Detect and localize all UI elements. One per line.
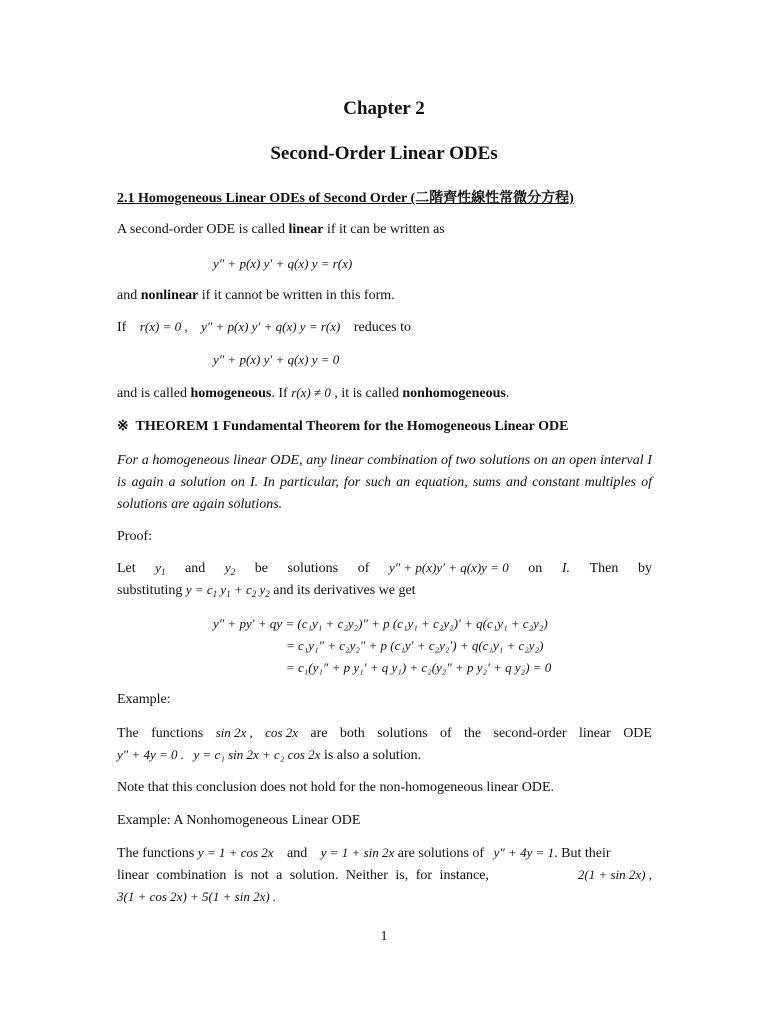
page-number: 1 <box>380 929 388 944</box>
proof-word: by <box>637 561 652 576</box>
term-nonlinear: nonlinear <box>140 288 199 303</box>
proof-interval: I. <box>561 561 571 576</box>
example2-end: . But their <box>554 846 611 861</box>
example1-word: functions <box>151 726 204 741</box>
para3-lead: If <box>117 320 127 335</box>
example1-word: the <box>464 726 482 741</box>
equation-general-linear: y″ + p(x) y′ + q(x) y = r(x) <box>213 256 353 271</box>
chapter-heading: Chapter 2 <box>343 98 425 119</box>
paragraph-homogeneous-condition <box>117 319 411 336</box>
condition-r-zero: r(x) = 0 , <box>139 319 188 334</box>
proof-line2-text: substituting <box>117 583 183 598</box>
example1-word: are <box>310 726 328 741</box>
proof-line2-end: and its derivatives we get <box>273 583 416 598</box>
example2-line-1 <box>117 845 611 862</box>
para3-text-end: reduces to <box>353 320 411 335</box>
general-solution: y = c₁ sin 2x + c₂ cos 2x <box>193 747 321 762</box>
example1-line-1 <box>117 725 652 742</box>
para1-text-end: if it can be written as <box>323 222 445 237</box>
y1-subscript: 1 <box>161 567 166 577</box>
theorem-heading <box>117 418 568 435</box>
function-sin2x: sin 2x , <box>215 725 253 740</box>
derivation-line-2: = c₁y₁″ + c₂y₂″ + p (c₁y′ + c₂y₂′) + q(c₁y₁ + c₂y₂) <box>286 638 544 653</box>
para4-text: and is called <box>117 386 191 401</box>
para1-text: A second-order ODE is called <box>117 222 289 237</box>
term-linear: linear <box>288 222 324 237</box>
proof-word: on <box>528 561 543 576</box>
proof-inline-equation: y″ + p(x)y′ + q(x)y = 0 <box>388 560 509 575</box>
para4-mid: . If <box>271 386 292 401</box>
function-1-plus-sin: y = 1 + sin 2x <box>320 845 395 860</box>
example2-line-2 <box>117 867 652 884</box>
derivation-line-1: y″ + py′ + qy = (c₁y₁ + c₂y₂)″ + p (c₁y₁ + c₂y₂)′ + q(c₁y₁ + c₂y₂) <box>213 616 548 631</box>
paragraph-linear-definition <box>117 222 445 238</box>
para2-text: and <box>117 288 141 303</box>
para4-mid2: , it is called <box>330 386 403 401</box>
proof-line-1 <box>117 560 652 577</box>
equation-y-4y-0: y″ + 4y = 0 . <box>117 747 184 762</box>
function-cos2x: cos 2x <box>265 725 299 740</box>
proof-label: Proof: <box>117 529 152 544</box>
paragraph-homogeneous-term <box>117 385 509 402</box>
example1-word: second-order <box>493 726 567 741</box>
para4-end: . <box>505 386 510 401</box>
example1-label: Example: <box>117 692 171 707</box>
section-heading: 2.1 Homogeneous Linear ODEs of Second Order (二階齊性線性常微分方程) <box>117 191 574 206</box>
linear-combination: $y = c_1$ $y_1 + c_2$ $y_2$ <box>185 582 270 599</box>
example1-word: ODE <box>623 726 652 741</box>
term-nonhomogeneous: nonhomogeneous <box>402 386 506 401</box>
theorem-body: For a homogeneous linear ODE, any linear combination of two solutions on an open interval I is again a solution on I. In particular, for such an equation, sums and constant multiples of solutions are again solutions. <box>117 453 652 512</box>
example2-line2-text: linear combination is not a solution. Neither is, for instance, <box>117 868 489 883</box>
inline-equation-general: y″ + p(x) y′ + q(x) y = r(x) <box>201 319 341 334</box>
y2-subscript: 2 <box>230 567 236 577</box>
expression-combination: 3(1 + cos 2x) + 5(1 + sin 2x) . <box>117 889 277 904</box>
theorem-title: THEOREM 1 Fundamental Theorem for the Homogeneous Linear ODE <box>135 419 569 434</box>
proof-word: of <box>357 561 370 576</box>
example1-end: is also a solution. <box>323 748 422 763</box>
chapter-title: Second-Order Linear ODEs <box>270 143 498 164</box>
equation-y-4y-1: y″ + 4y = 1 <box>493 845 555 860</box>
example2-label: Example: A Nonhomogeneous Linear ODE <box>117 813 361 828</box>
proof-word: Then <box>589 561 619 576</box>
proof-word: be <box>254 561 268 576</box>
example1-word: both <box>339 726 365 741</box>
symbol-y1 <box>155 560 165 576</box>
example1-word: The <box>117 726 139 741</box>
reference-mark-icon: ※ <box>117 419 129 434</box>
note-paragraph: Note that this conclusion does not hold for the non-homogeneous linear ODE. <box>117 780 555 795</box>
y2-var: y <box>224 560 231 575</box>
proof-word: and <box>185 561 206 576</box>
y1-var: y <box>155 560 162 575</box>
equation-homogeneous: y″ + p(x) y′ + q(x) y = 0 <box>213 352 340 367</box>
paragraph-nonlinear <box>117 288 395 304</box>
example2-text: The functions <box>117 846 195 861</box>
example2-mid: are solutions of <box>397 846 485 861</box>
example2-line-3 <box>117 889 276 906</box>
para2-text-end: if it cannot be written in this form. <box>198 288 395 303</box>
proof-line-2 <box>117 582 416 599</box>
proof-word: Let <box>117 561 136 576</box>
condition-r-nonzero: r(x) ≠ 0 <box>291 385 331 400</box>
example2-and: and <box>287 846 308 861</box>
example1-word: linear <box>578 726 611 741</box>
function-1-plus-cos: y = 1 + cos 2x <box>197 845 274 860</box>
derivation-line-3: = c₁(y₁″ + p y₁′ + q y₁) + c₂(y₂″ + p y₂′ + q y₂) = 0 <box>286 660 552 675</box>
example1-word: solutions <box>377 726 428 741</box>
proof-word: solutions <box>287 561 339 576</box>
example1-line-2 <box>117 747 421 764</box>
symbol-y2 <box>225 560 235 576</box>
example1-word: of <box>440 726 452 741</box>
term-homogeneous: homogeneous <box>190 386 272 401</box>
expression-2-1-sin: 2(1 + sin 2x) , <box>577 867 652 882</box>
